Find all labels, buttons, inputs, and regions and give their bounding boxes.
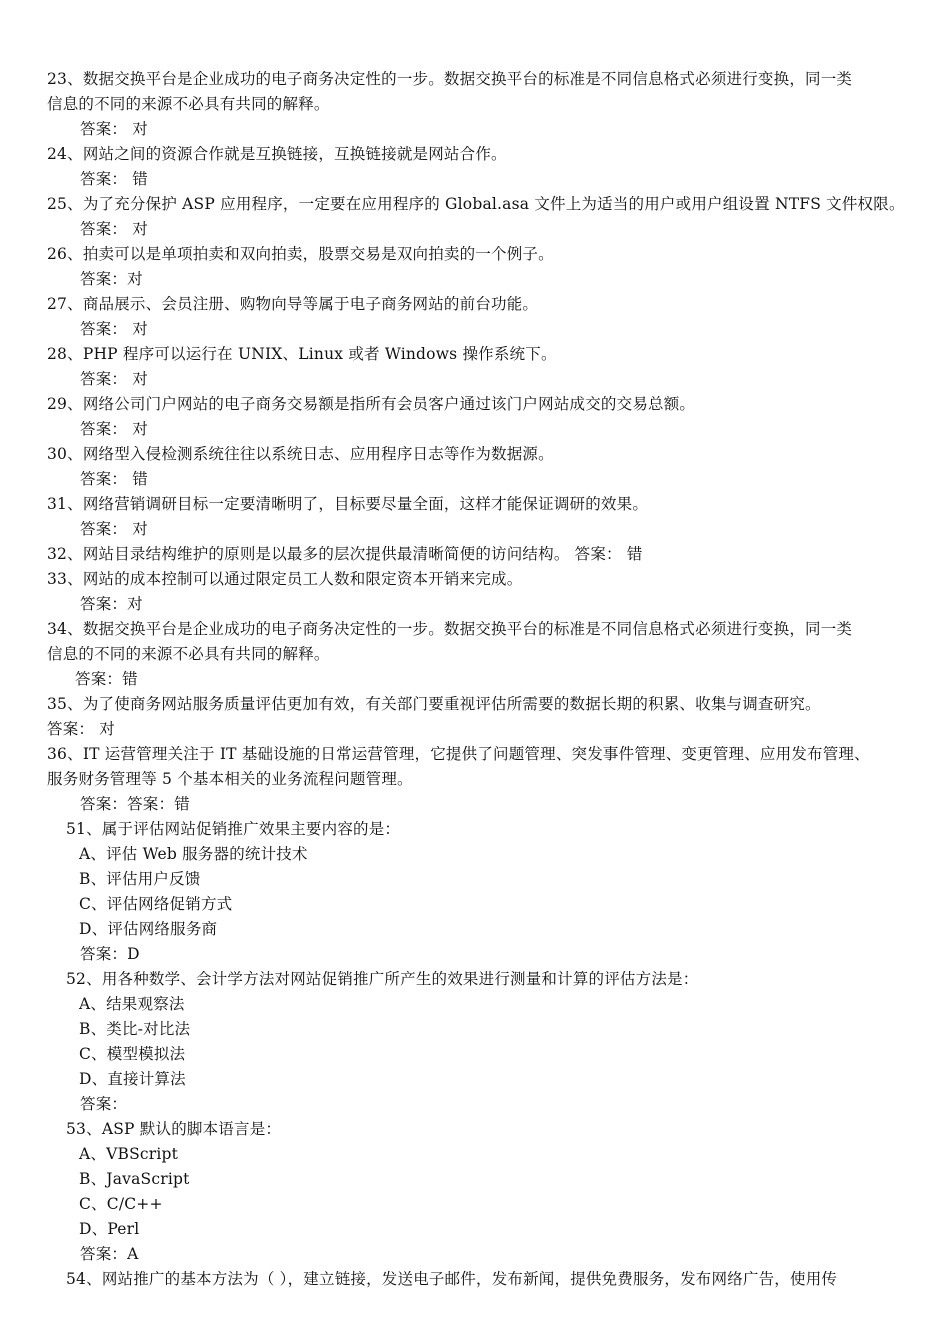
question-52: 52、用各种数学、会计学方法对网站促销推广所产生的效果进行测量和计算的评估方法是：: [66, 970, 699, 988]
question-35: 35、为了使商务网站服务质量评估更加有效，有关部门要重视评估所需要的数据长期的积累、收集与调查研究。: [47, 695, 821, 713]
answer-31: 答案： 对: [80, 520, 148, 538]
answer-26: 答案：对: [80, 270, 143, 288]
answer-36: 答案：答案：错: [80, 795, 190, 813]
answer-30: 答案： 错: [80, 470, 148, 488]
option-53-b: B、JavaScript: [79, 1170, 190, 1188]
answer-34: 答案：错: [75, 670, 138, 688]
question-36-line-1: 36、IT 运营管理关注于 IT 基础设施的日常运营管理，它提供了问题管理、突发事件管理、变更管理、应用发布管理、: [47, 745, 870, 763]
option-52-a: A、结果观察法: [79, 995, 185, 1013]
question-24: 24、网站之间的资源合作就是互换链接，互换链接就是网站合作。: [47, 145, 507, 163]
option-52-c: C、模型模拟法: [79, 1045, 186, 1063]
option-51-a: A、评估 Web 服务器的统计技术: [79, 845, 308, 863]
option-51-d: D、评估网络服务商: [79, 920, 218, 938]
answer-33: 答案：对: [80, 595, 143, 613]
answer-29: 答案： 对: [80, 420, 148, 438]
question-26: 26、拍卖可以是单项拍卖和双向拍卖，股票交易是双向拍卖的一个例子。: [47, 245, 554, 263]
option-52-b: B、类比-对比法: [79, 1020, 191, 1038]
question-31: 31、网络营销调研目标一定要清晰明了，目标要尽量全面，这样才能保证调研的效果。: [47, 495, 649, 513]
answer-28: 答案： 对: [80, 370, 148, 388]
question-32: 32、网站目录结构维护的原则是以最多的层次提供最清晰简便的访问结构。 答案： 错: [47, 545, 643, 563]
question-28: 28、PHP 程序可以运行在 UNIX、Linux 或者 Windows 操作系统下。: [47, 345, 557, 363]
answer-27: 答案： 对: [80, 320, 148, 338]
question-34-line-2: 信息的不同的来源不必具有共同的解释。: [47, 645, 330, 663]
answer-51: 答案：D: [80, 945, 140, 963]
answer-35: 答案： 对: [47, 720, 115, 738]
answer-53: 答案：A: [80, 1245, 139, 1263]
option-51-b: B、评估用户反馈: [79, 870, 201, 888]
question-25: 25、为了充分保护 ASP 应用程序，一定要在应用程序的 Global.asa 文件上为适当的用户或用户组设置 NTFS 文件权限。: [47, 195, 905, 213]
question-27: 27、商品展示、会员注册、购物向导等属于电子商务网站的前台功能。: [47, 295, 539, 313]
question-53: 53、ASP 默认的脚本语言是：: [66, 1120, 282, 1138]
question-23-line-2: 信息的不同的来源不必具有共同的解释。: [47, 95, 330, 113]
answer-24: 答案： 错: [80, 170, 148, 188]
answer-52: 答案：: [80, 1095, 128, 1113]
answer-23: 答案： 对: [80, 120, 148, 138]
question-30: 30、网络型入侵检测系统往往以系统日志、应用程序日志等作为数据源。: [47, 445, 554, 463]
option-51-c: C、评估网络促销方式: [79, 895, 233, 913]
question-51: 51、属于评估网站促销推广效果主要内容的是：: [66, 820, 401, 838]
question-54: 54、网站推广的基本方法为（ ），建立链接，发送电子邮件，发布新闻，提供免费服务，发布网络广告，使用传: [66, 1270, 838, 1288]
question-23-line-1: 23、数据交换平台是企业成功的电子商务决定性的一步。数据交换平台的标准是不同信息格式必须进行变换，同一类: [47, 70, 853, 88]
option-53-d: D、Perl: [79, 1220, 140, 1238]
question-34-line-1: 34、数据交换平台是企业成功的电子商务决定性的一步。数据交换平台的标准是不同信息格式必须进行变换，同一类: [47, 620, 853, 638]
option-53-c: C、C/C++: [79, 1195, 163, 1213]
question-33: 33、网站的成本控制可以通过限定员工人数和限定资本开销来完成。: [47, 570, 523, 588]
option-53-a: A、VBScript: [79, 1145, 179, 1163]
question-36-line-2: 服务财务管理等 5 个基本相关的业务流程问题管理。: [47, 770, 413, 788]
question-29: 29、网络公司门户网站的电子商务交易额是指所有会员客户通过该门户网站成交的交易总额。: [47, 395, 696, 413]
answer-25: 答案： 对: [80, 220, 148, 238]
option-52-d: D、直接计算法: [79, 1070, 186, 1088]
